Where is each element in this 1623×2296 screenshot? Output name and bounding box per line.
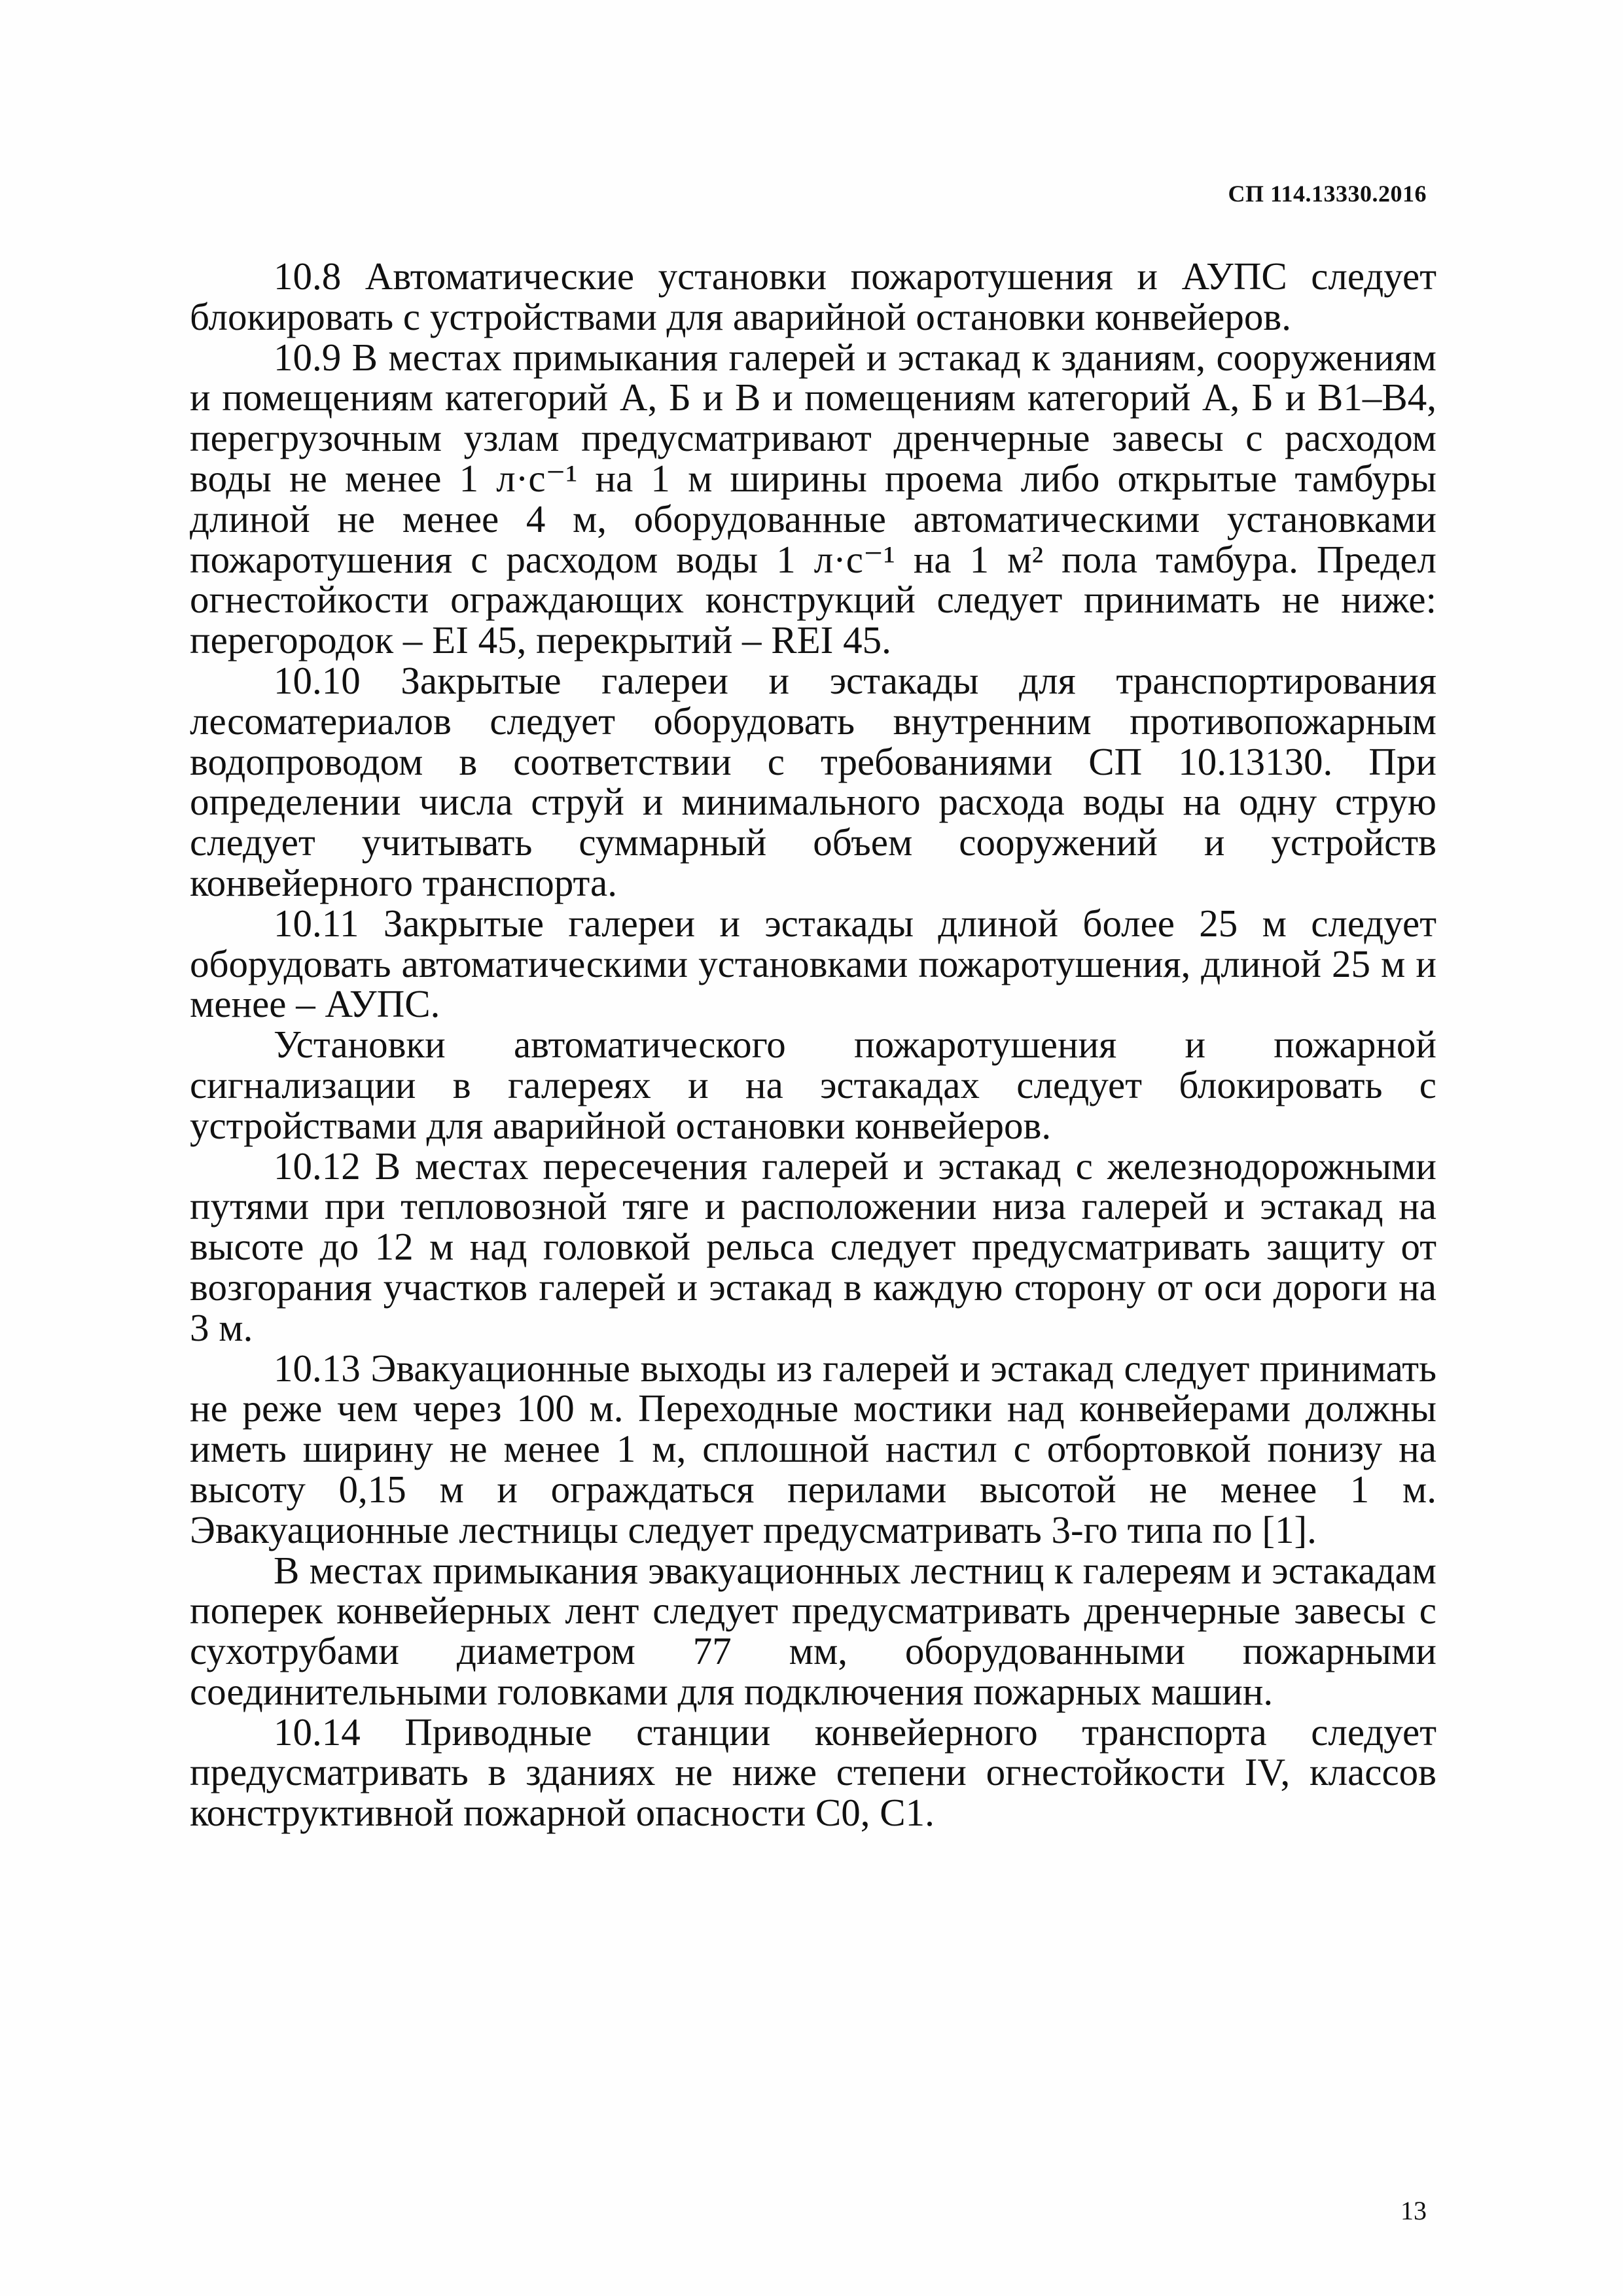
document-body bbox=[190, 256, 1436, 1833]
paragraph-10-13-continued: В местах примыкания эвакуационных лестниц к галереям и эстакадам поперек конвейерных лент следует предусматривать дренчерные завесы с сухотрубами диаметром 77 мм, оборудованными пожарными соединительными головками для подключения пожарных машин. bbox=[190, 1548, 1436, 1713]
page-number: 13 bbox=[1400, 2196, 1427, 2225]
paragraph-10-10: 10.10 Закрытые галереи и эстакады для транспортирования лесоматериалов следует оборудовать внутренним противопожарным водопроводом в соответствии с требованиями СП 10.13130. При определении числа струй и минимального расхода воды на одну струю следует учитывать суммарный объем сооружений и устройств конвейерного транспорта. bbox=[190, 658, 1436, 904]
paragraph-10-13: 10.13 Эвакуационные выходы из галерей и эстакад следует принимать не реже чем через 100 м. Переходные мостики над конвейерами должны иметь ширину не менее 1 м, сплошной настил с отбортовкой понизу на высоту 0,15 м и ограждаться перилами высотой не менее 1 м. Эвакуационные лестницы следует предусматривать 3-го типа по [1]. bbox=[190, 1346, 1436, 1551]
document-code: СП 114.13330.2016 bbox=[1228, 181, 1427, 207]
paragraph-10-11-continued: Установки автоматического пожаротушения и пожарной сигнализации в галереях и на эстакадах следует блокировать с устройствами для аварийной остановки конвейеров. bbox=[190, 1023, 1436, 1147]
paragraph-10-9: 10.9 В местах примыкания галерей и эстакад к зданиям, сооружениям и помещениям категорий А, Б и В и помещениям категорий А, Б и В1–В4, перегрузочным узлам предусматривают дренчерные завесы с расходом воды не менее 1 л·с⁻¹ на 1 м ширины проема либо открытые тамбуры длиной не менее 4 м, оборудованные автоматическими установками пожаротушения с расходом воды 1 л·с⁻¹ на 1 м² пола тамбура. Предел огнестойкости ограждающих конструкций следует принимать не ниже: перегородок – EI 45, перекрытий – REI 45. bbox=[190, 335, 1436, 662]
paragraph-10-12: 10.12 В местах пересечения галерей и эстакад с железнодорожными путями при тепловозной тяге и расположении низа галерей и эстакад на высоте до 12 м над головкой рельса следует предусматривать защиту от возгорания участков галерей и эстакад в каждую сторону от оси дороги на 3 м. bbox=[190, 1144, 1436, 1349]
paragraph-10-11: 10.11 Закрытые галереи и эстакады длиной более 25 м следует оборудовать автоматическими установками пожаротушения, длиной 25 м и менее – АУПС. bbox=[190, 901, 1436, 1026]
paragraph-10-14: 10.14 Приводные станции конвейерного транспорта следует предусматривать в зданиях не ниже степени огнестойкости IV, классов конструктивной пожарной опасности С0, С1. bbox=[190, 1710, 1436, 1835]
paragraph-10-8: 10.8 Автоматические установки пожаротушения и АУПС следует блокировать с устройствами для аварийной остановки конвейеров. bbox=[190, 255, 1436, 338]
